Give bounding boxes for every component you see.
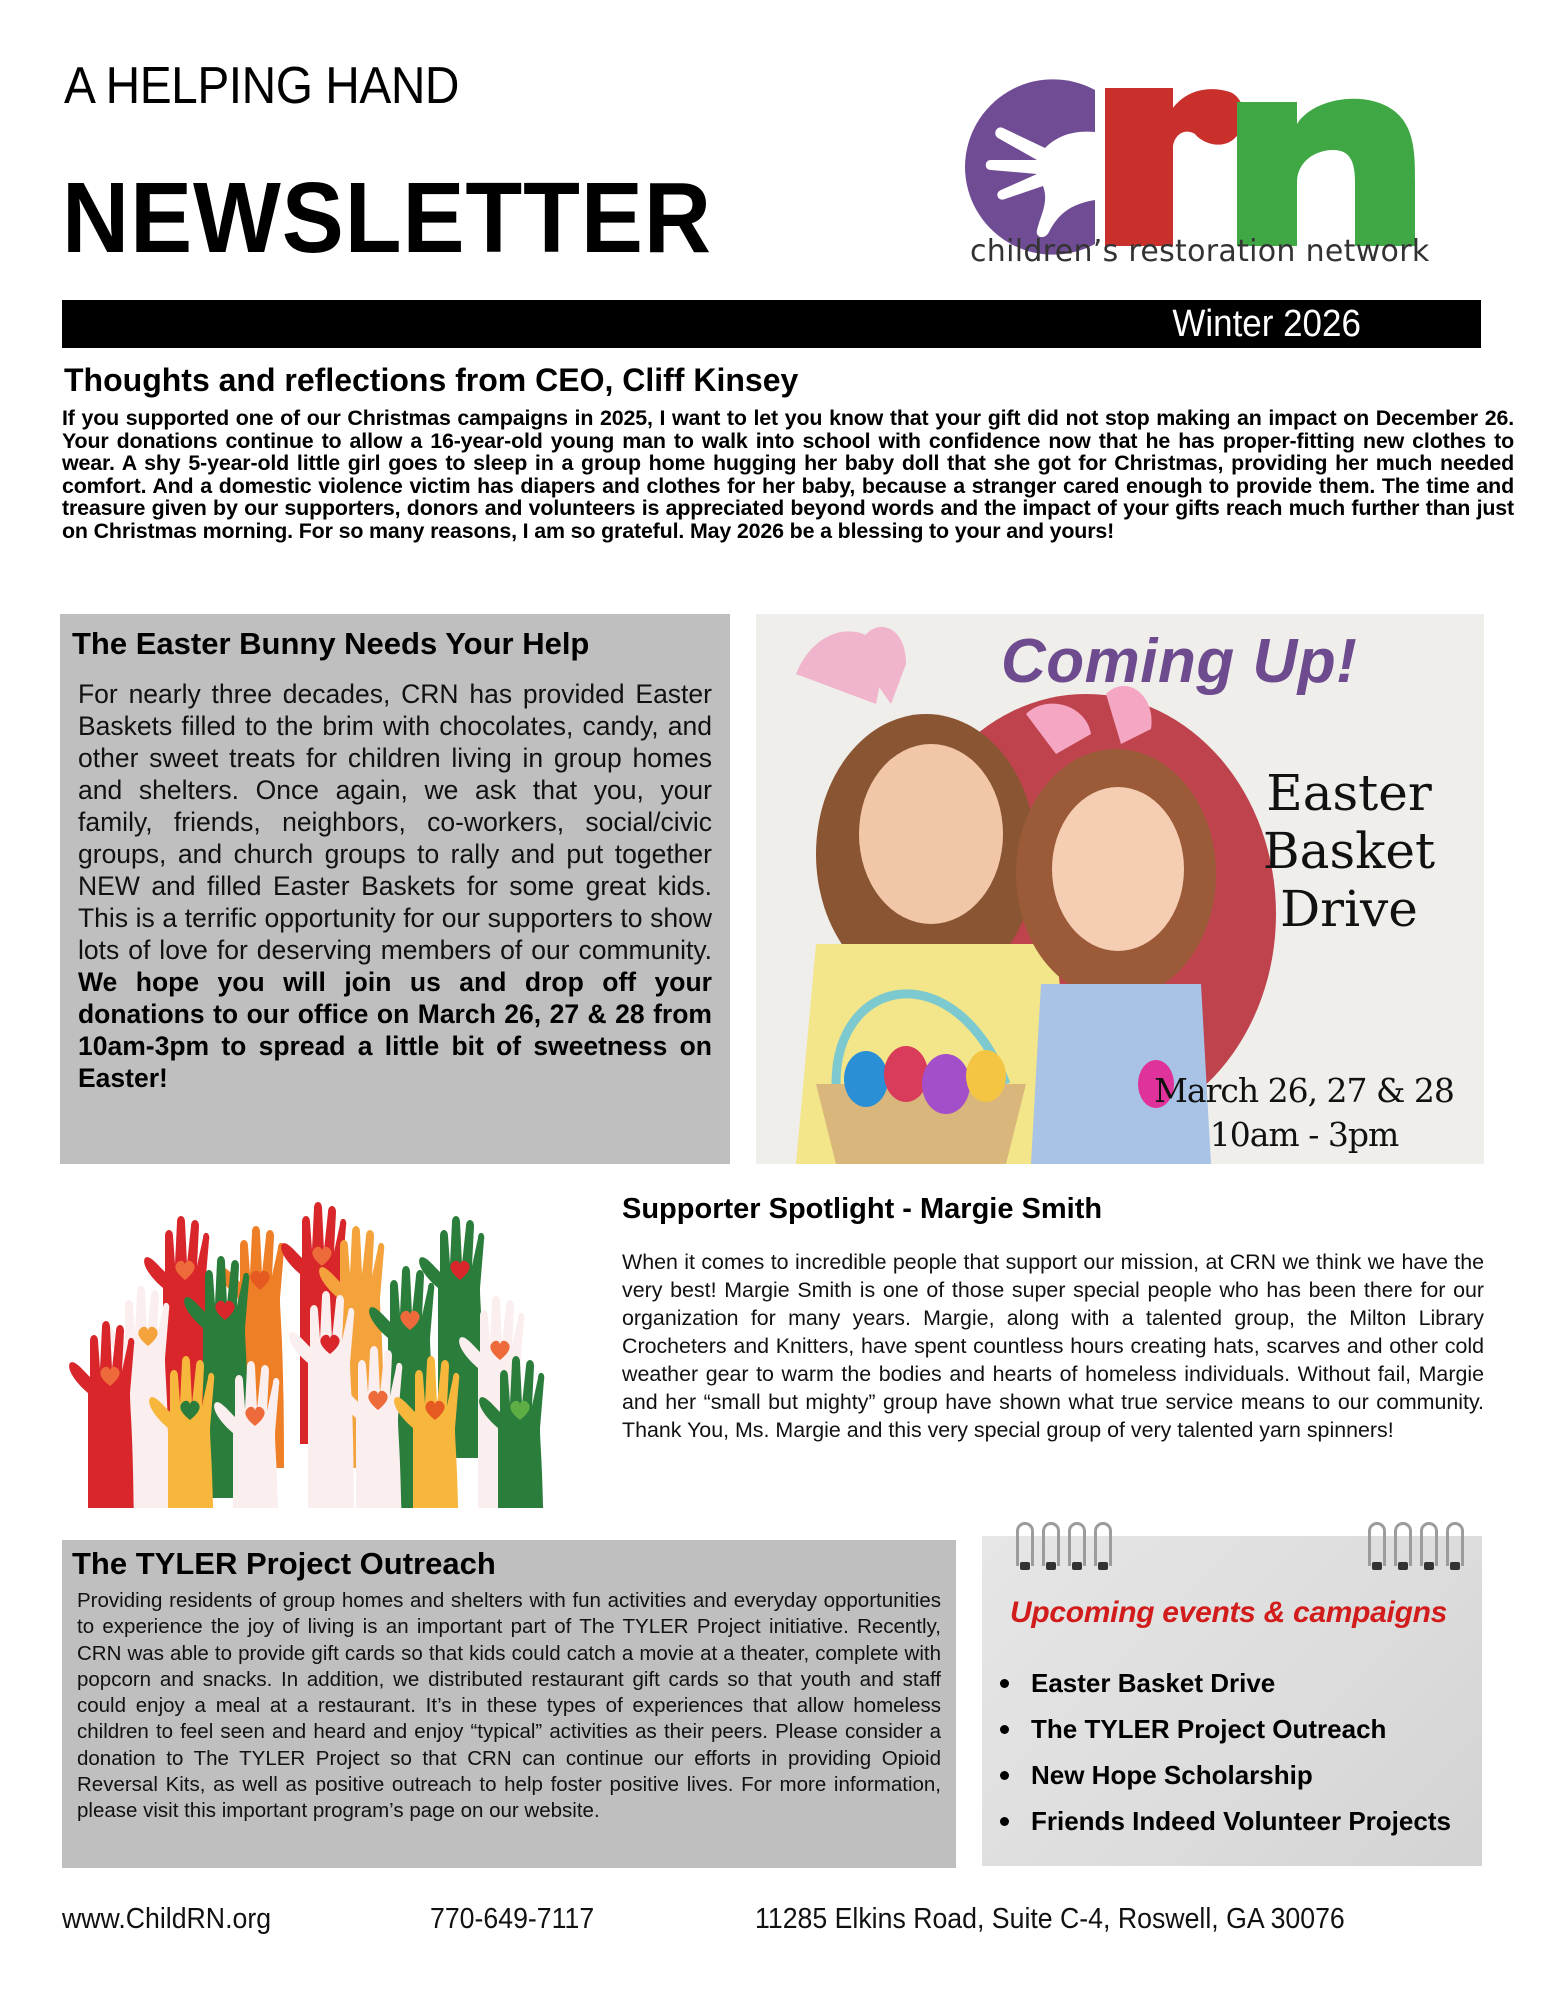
upcoming-event-item [1000, 1706, 1451, 1752]
footer-website-text[interactable]: www.ChildRN.org [62, 1903, 272, 1935]
newsletter-masthead: NEWSLETTER [62, 162, 712, 274]
tyler-project-title: The TYLER Project Outreach [72, 1546, 496, 1581]
footer-website-link[interactable] [62, 1903, 289, 1936]
promo-dates: March 26, 27 & 28 [1154, 1071, 1454, 1110]
promo-event-line: Basket [1262, 822, 1436, 880]
footer-address-text: 11285 Elkins Road, Suite C-4, Roswell, GA 30076 [755, 1903, 1345, 1935]
upcoming-event-label: The TYLER Project Outreach [1031, 1714, 1387, 1744]
season-label: Winter 2026 [1172, 303, 1361, 345]
spiral-ring-icon [1420, 1522, 1438, 1566]
easter-body-callout: We hope you will join us and drop off your donations to our office on March 26, 27 & 28 from 10am-3pm to spread a little bit of sweetness on Easter! [78, 967, 712, 1093]
upcoming-event-label: Friends Indeed Volunteer Projects [1031, 1806, 1451, 1836]
bullet-icon [1000, 1725, 1009, 1734]
promo-headline: Coming Up! [1001, 627, 1358, 696]
logo-letter-c [965, 79, 1095, 254]
easter-section [60, 614, 730, 1164]
promo-event-line: Drive [1280, 880, 1418, 938]
raised-hands-illustration [60, 1188, 580, 1508]
logo-tagline: children’s restoration network [970, 234, 1430, 269]
spiral-ring-icon [1446, 1522, 1464, 1566]
upcoming-event-label: New Hope Scholarship [1031, 1760, 1313, 1790]
upcoming-event-item [1000, 1798, 1451, 1844]
bullet-icon [1000, 1817, 1009, 1826]
upcoming-events-title: Upcoming events & campaigns [1010, 1596, 1448, 1629]
spiral-ring-icon [1068, 1522, 1086, 1566]
spiral-ring-icon [1094, 1522, 1112, 1566]
footer-phone-text[interactable]: 770-649-7117 [430, 1903, 595, 1935]
logo-letter-r [1105, 88, 1244, 246]
upcoming-events-list [1000, 1660, 1451, 1844]
promo-hours: 10am - 3pm [1209, 1115, 1399, 1154]
bullet-icon [1000, 1679, 1009, 1688]
spotlight-title: Supporter Spotlight - Margie Smith [622, 1193, 1103, 1225]
upcoming-events-notepad [982, 1536, 1482, 1866]
easter-drive-promo-image [756, 614, 1484, 1164]
spiral-ring-icon [1394, 1522, 1412, 1566]
spiral-rings-right [1368, 1522, 1464, 1566]
newsletter-kicker: A HELPING HAND [64, 57, 459, 115]
spiral-ring-icon [1042, 1522, 1060, 1566]
spiral-ring-icon [1368, 1522, 1386, 1566]
upcoming-event-item [1000, 1660, 1451, 1706]
bullet-icon [1000, 1771, 1009, 1780]
footer-phone[interactable] [430, 1903, 608, 1936]
spotlight-body: When it comes to incredible people that support our mission, at CRN we think we have the very best! Margie Smith is one of those super special people who has been there for our organization for many years. Margie, along with a talented group, the Milton Library Crocheters and Knitters, have spent countless hours creating hats, scarves and other cold weather gear to warm the bodies and hearts of homeless individuals. Without fail, Margie and her “small but mighty” group have shown what true service means to our community. Thank You, Ms. Margie and this very special group of very talented yarn spinners! [622, 1250, 1484, 1442]
season-band [62, 300, 1481, 348]
upcoming-event-label: Easter Basket Drive [1031, 1668, 1276, 1698]
footer-address [755, 1903, 1396, 1936]
promo-event-name [1244, 764, 1454, 938]
ceo-section-body: If you supported one of our Christmas campaigns in 2025, I want to let you know that your gift did not stop making an impact on December 26. Your donations continue to allow a 16-year-old young man to walk into school with confidence now that he has proper-fitting new clothes to wear. A shy 5-year-old little girl goes to sleep in a group home hugging her baby doll that she got for Christmas, providing her much needed comfort. And a domestic violence victim has diapers and clothes for her baby, because a stranger cared enough to provide them. The time and treasure given by our supporters, donors and volunteers is appreciated beyond words and the impact of your gifts reach much further than just on Christmas morning. For so many reasons, I am so grateful. May 2026 be a blessing to your and yours! [62, 406, 1514, 543]
tyler-project-body: Providing residents of group homes and shelters with fun activities and everyday opportunities to experience the joy of living is an important part of The TYLER Project initiative. Recently, CRN was able to provide gift cards so that kids could catch a movie at a theater, complete with popcorn and snacks. In addition, we distributed restaurant gift cards so that youth and staff could enjoy a meal at a restaurant. It’s in these types of experiences that allow homeless children to feel seen and heard and enjoy “typical” activities as their peers. Please consider a donation to The TYLER Project so that CRN can continue our efforts in providing Opioid Reversal Kits, as well as positive outreach to help foster positive lives. For more information, please visit this important program’s page on our website. [77, 1589, 941, 1823]
promo-schedule [1144, 1069, 1464, 1157]
promo-event-line: Easter [1266, 764, 1432, 822]
ceo-section-title: Thoughts and reflections from CEO, Cliff Kinsey [64, 362, 799, 398]
easter-section-title: The Easter Bunny Needs Your Help [72, 626, 590, 661]
easter-section-body [78, 678, 712, 1094]
easter-body-text: For nearly three decades, CRN has provided Easter Baskets filled to the brim with chocolates, candy, and other sweet treats for children living in group homes and shelters. Once again, we ask that you, your family, friends, neighbors, co-workers, social/civic groups, and church groups to rally and put together NEW and filled Easter Baskets for some great kids. This is a terrific opportunity for our supporters to show lots of love for deserving members of our community. [78, 679, 712, 965]
tyler-project-section [62, 1540, 956, 1868]
spiral-rings-left [1016, 1522, 1112, 1566]
upcoming-event-item [1000, 1752, 1451, 1798]
spiral-ring-icon [1016, 1522, 1034, 1566]
logo-letter-n [1237, 99, 1415, 246]
